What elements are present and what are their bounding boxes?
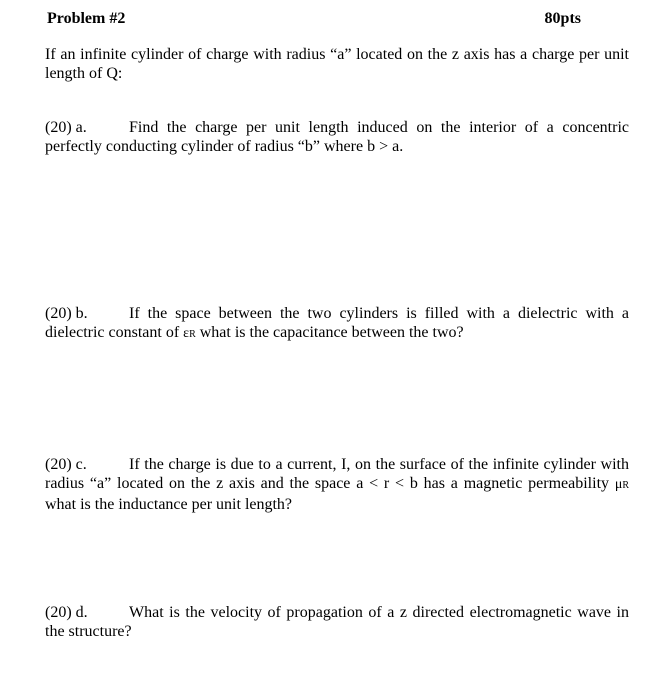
question-a <box>45 118 629 156</box>
question-b-text-before: If the space between the two cylinders is filled with a dielectric with a dielectric constant of <box>45 305 629 341</box>
question-b-number: (20) b. <box>45 305 88 322</box>
epsilon-symbol: ε <box>183 326 190 341</box>
problem-intro: If an infinite cylinder of charge with radius “a” located on the z axis has a charge per unit length of Q: <box>45 46 629 82</box>
question-d-text: What is the velocity of propagation of a z directed electromagnetic wave in the structure? <box>45 604 629 640</box>
question-a-text: Find the charge per unit length induced on the interior of a concentric perfectly conducting cylinder of radius “b” where b > a. <box>45 119 629 155</box>
question-c-text-before: If the charge is due to a current, I, on the surface of the infinite cylinder with radius “a” located on the z axis and the space a < r < b has a magnetic permeability <box>45 456 629 492</box>
question-b-text-after: what is the capacitance between the two? <box>195 324 464 341</box>
question-c-number: (20) c. <box>45 456 87 473</box>
mu-symbol: μ <box>614 477 623 492</box>
question-d <box>45 603 629 641</box>
question-a-number: (20) a. <box>45 119 87 136</box>
problem-title: Problem #2 <box>47 10 126 27</box>
question-c-text-after: what is the inductance per unit length? <box>45 496 293 513</box>
question-d-number: (20) d. <box>45 604 88 621</box>
epsilon-subscript: R <box>189 329 196 340</box>
problem-points: 80pts <box>544 10 581 27</box>
question-c <box>45 455 629 514</box>
question-b <box>45 304 629 344</box>
mu-subscript: R <box>622 480 629 491</box>
problem-header <box>47 9 581 29</box>
